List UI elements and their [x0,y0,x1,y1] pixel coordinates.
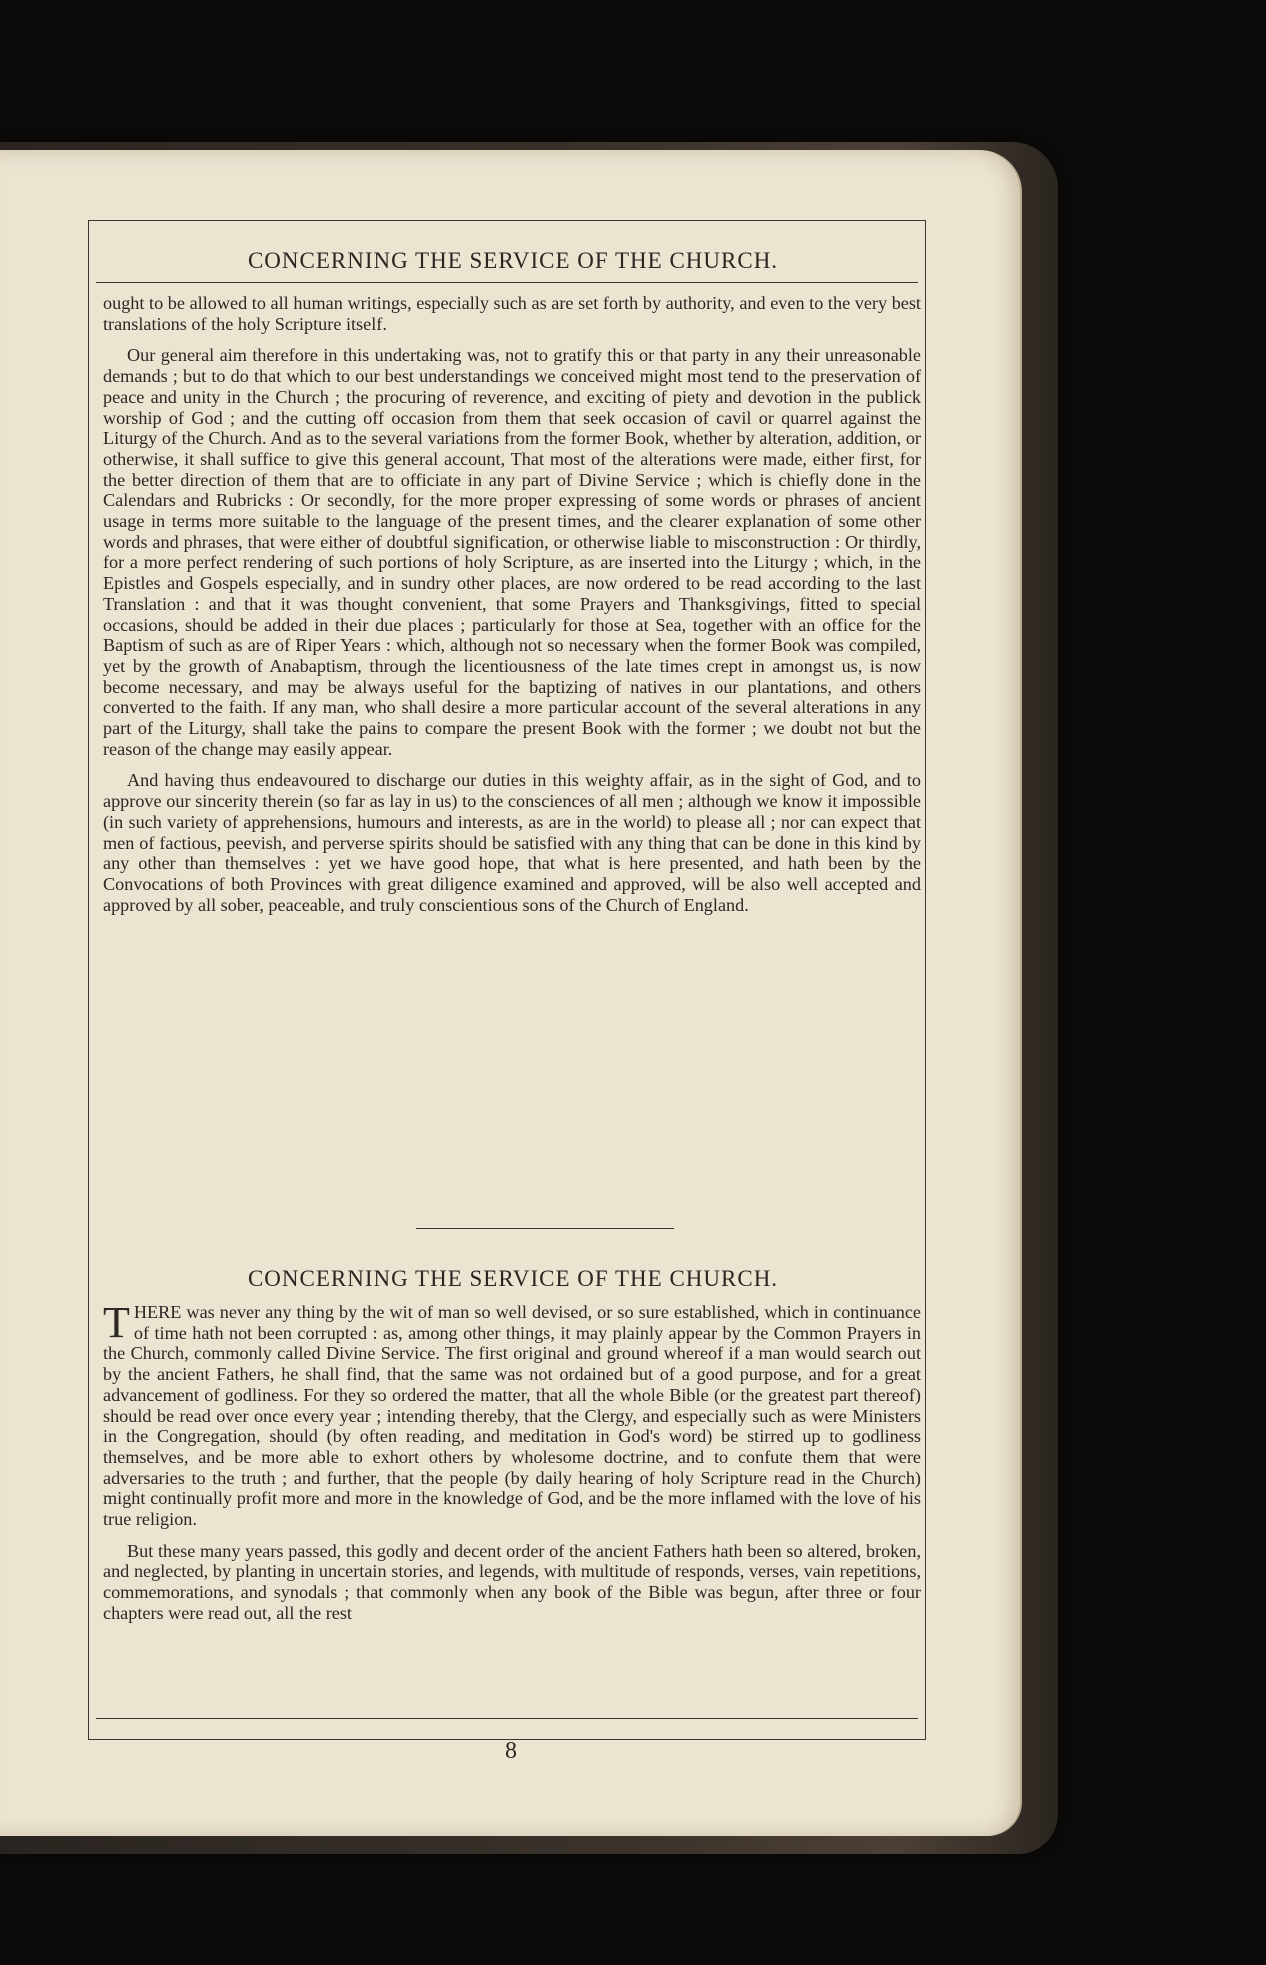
section-divider [416,1228,674,1229]
paragraph: But these many years passed, this godly and decent order of the ancient Fathers hath been so altered, broken, and neglected, by planting in uncertain stories, and legends, with multitude of responds, verses, vain repetitions, commemorations, and synodals ; that commonly when any book of the Bible was begun, after three or four chapters were read out, all the rest [103,1540,921,1623]
heading-rule [96,282,918,283]
section-heading: CONCERNING THE SERVICE OF THE CHURCH. [247,1266,779,1291]
section-two-text [103,1298,921,1635]
continuation-paragraph: ought to be allowed to all human writings, especially such as are set forth by authority, and even to the very best translations of the holy Scripture itself. [103,293,921,334]
drop-cap: T [103,1298,130,1347]
paragraph-body: HERE was never any thing by the wit of man so well devised, or so sure established, which in continuance of time hath not been corrupted : as, among other things, it may plainly appear by the Common Prayers in the Church, commonly called Divine Service. The first original and ground whereof if a man would search out by the ancient Fathers, he shall find, that the same was not ordained but of a good purpose, and for a great advancement of godliness. For they so ordered the matter, that all the whole Bible (or the greatest part thereof) should be read over once every year ; intending thereby, that the Clergy, and especially such as were Ministers in the Congregation, should (by often reading, and meditation in God's word) be stirred up to godliness themselves, and be more able to exhort others by wholesome doctrine, and to confute them that were adversaries to the truth ; and further, that the people (by daily hearing of holy Scripture read in the Church) might continually profit more and more in the knowledge of God, and be the more inflamed with the love of his true religion. [103,1302,921,1530]
footer-rule [96,1718,918,1719]
paragraph: Our general aim therefore in this undertaking was, not to gratify this or that party in any their unreasonable demands ; but to do that which to our best understandings we conceived might most tend to the preservation of peace and unity in the Church ; the procuring of reverence, and exciting of piety and devotion in the publick worship of God ; and the cutting off occasion from them that seek occasion of cavil or quarrel against the Liturgy of the Church. And as to the several variations from the former Book, whether by alteration, addition, or otherwise, it shall suffice to give this general account, That most of the alterations were made, either first, for the better direction of them that are to officiate in any part of Divine Service ; which is chiefly done in the Calendars and Rubricks : Or secondly, for the more proper expressing of some words or phrases of ancient usage in terms more suitable to the language of the present times, and the clearer explanation of some other words and phrases, that were either of doubtful signification, or otherwise liable to misconstruction : Or thirdly, for a more perfect rendering of such portions of holy Scripture, as are inserted into the Liturgy ; which, in the Epistles and Gospels especially, and in sundry other places, are now ordered to be read according to the last Translation : and that it was thought convenient, that some Prayers and Thanksgivings, fitted to special occasions, should be added in their due places ; particularly for those at Sea, together with an office for the Baptism of such as are of Riper Years : which, although not so necessary when the former Book was compiled, yet by the growth of Anabaptism, through the licentiousness of the late times crept in amongst us, is now become necessary, and may be always useful for the baptizing of natives in our plantations, and others converted to the faith. If any man, who shall desire a more particular account of the several alterations in any part of the Liturgy, shall take the pains to compare the present Book with the former ; we doubt not but the reason of the change may easily appear. [103,345,921,759]
running-heading: CONCERNING THE SERVICE OF THE CHURCH. [247,248,779,273]
section-one-text [103,293,921,926]
paragraph: And having thus endeavoured to discharge our duties in this weighty affair, as in the sight of God, and to approve our sincerity therein (so far as lay in us) to the consciences of all men ; although we know it impossible (in such variety of apprehensions, humours and interests, as are in the world) to please all ; nor can expect that men of factious, peevish, and perverse spirits should be satisfied with any thing that can be done in this kind by any other than themselves : yet we have good hope, that what is here presented, and hath been by the Convocations of both Provinces with great diligence examined and approved, will be also well accepted and approved by all sober, peaceable, and truly conscientious sons of the Church of England. [103,770,921,915]
paragraph [103,1298,921,1530]
page-number: 8 [505,1738,517,1764]
